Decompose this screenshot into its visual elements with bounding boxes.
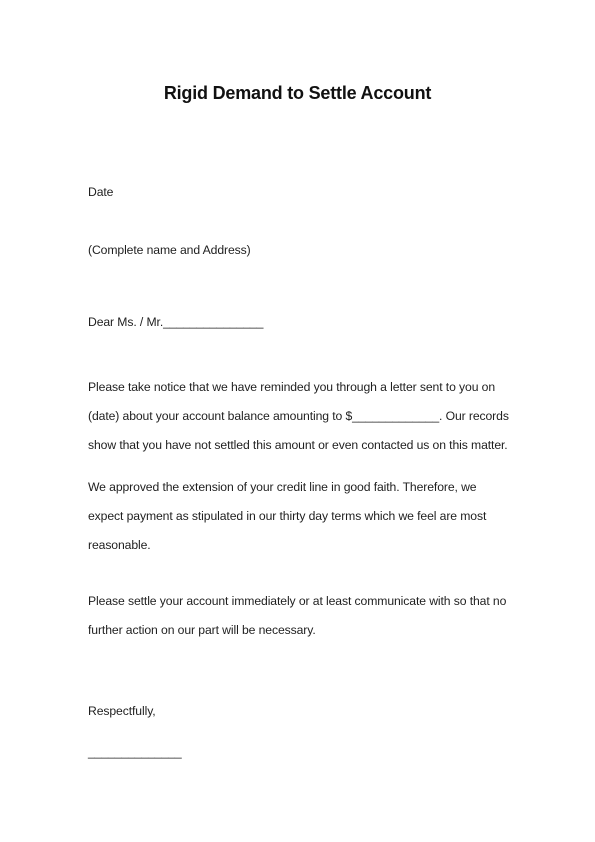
paragraph-1-line-1: Please take notice that we have reminded you through a letter sent to you on: [88, 380, 496, 394]
paragraph-2-line-3: reasonable.: [88, 538, 151, 552]
document-title: Rigid Demand to Settle Account: [163, 83, 432, 103]
salutation: Dear Ms. / Mr._______________: [88, 315, 264, 329]
paragraph-1-line-2: (date) about your account balance amounting to $_____________. Our records: [88, 409, 509, 423]
paragraph-2-line-2: expect payment as stipulated in our thirty day terms which we feel are most: [88, 509, 487, 523]
closing: Respectfully,: [88, 704, 156, 718]
paragraph-3-line-1: Please settle your account immediately or at least communicate with so that no: [88, 594, 507, 608]
paragraph-2-line-1: We approved the extension of your credit line in good faith. Therefore, we: [88, 480, 477, 494]
recipient-placeholder: (Complete name and Address): [88, 243, 251, 257]
paragraph-1-line-3: show that you have not settled this amount or even contacted us on this matter.: [88, 438, 508, 452]
paragraph-3-line-2: further action on our part will be necessary.: [88, 623, 316, 637]
signature-line: ______________: [88, 745, 182, 759]
date-label: Date: [88, 185, 114, 199]
